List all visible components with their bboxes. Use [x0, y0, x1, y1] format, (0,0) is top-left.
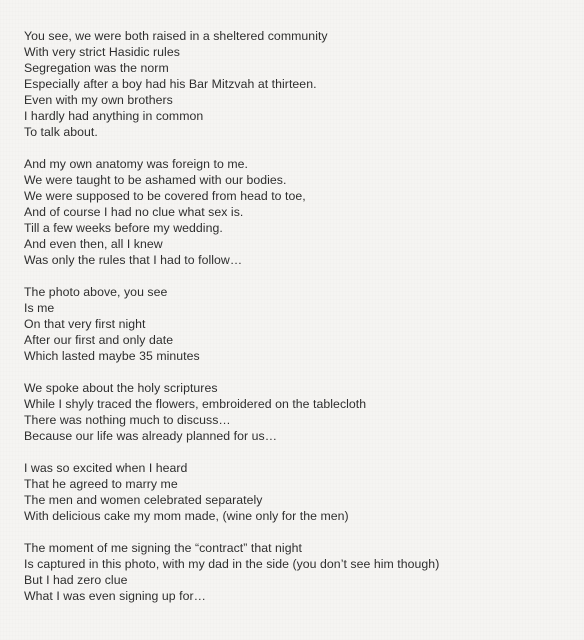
poem-line: And my own anatomy was foreign to me.: [24, 157, 248, 171]
poem-line: The moment of me signing the “contract” that night: [24, 541, 302, 555]
poem-line: While I shyly traced the flowers, embroidered on the tablecloth: [24, 397, 367, 411]
poem-line: That he agreed to marry me: [24, 477, 178, 491]
poem-stanza: [24, 284, 574, 364]
poem-line: I hardly had anything in common: [24, 109, 204, 123]
poem-line: And of course I had no clue what sex is.: [24, 205, 244, 219]
poem-line: We spoke about the holy scriptures: [24, 381, 218, 395]
poem-text: [24, 28, 574, 620]
poem-stanza: [24, 380, 574, 444]
poem-line: Even with my own brothers: [24, 93, 173, 107]
poem-stanza: [24, 28, 574, 140]
poem-line: I was so excited when I heard: [24, 461, 188, 475]
poem-line: To talk about.: [24, 125, 98, 139]
poem-line: Especially after a boy had his Bar Mitzvah at thirteen.: [24, 77, 317, 91]
poem-line: You see, we were both raised in a sheltered community: [24, 29, 328, 43]
poem-line: Is captured in this photo, with my dad in the side (you don’t see him though): [24, 557, 440, 571]
poem-line: Which lasted maybe 35 minutes: [24, 349, 200, 363]
poem-line: What I was even signing up for…: [24, 589, 206, 603]
poem-line: But I had zero clue: [24, 573, 128, 587]
poem-line: With very strict Hasidic rules: [24, 45, 180, 59]
poem-line: Because our life was already planned for us…: [24, 429, 278, 443]
poem-stanza: [24, 460, 574, 524]
poem-line: The men and women celebrated separately: [24, 493, 263, 507]
poem-line: And even then, all I knew: [24, 237, 163, 251]
poem-line: There was nothing much to discuss…: [24, 413, 231, 427]
poem-line: Segregation was the norm: [24, 61, 169, 75]
poem-line: We were taught to be ashamed with our bodies.: [24, 173, 287, 187]
poem-line: Was only the rules that I had to follow…: [24, 253, 243, 267]
poem-stanza: [24, 540, 574, 604]
poem-line: The photo above, you see: [24, 285, 168, 299]
poem-line: We were supposed to be covered from head to toe,: [24, 189, 306, 203]
poem-line: With delicious cake my mom made, (wine only for the men): [24, 509, 349, 523]
poem-stanza: [24, 156, 574, 268]
poem-line: After our first and only date: [24, 333, 174, 347]
poem-line: On that very first night: [24, 317, 146, 331]
poem-line: Is me: [24, 301, 55, 315]
poem-line: Till a few weeks before my wedding.: [24, 221, 223, 235]
